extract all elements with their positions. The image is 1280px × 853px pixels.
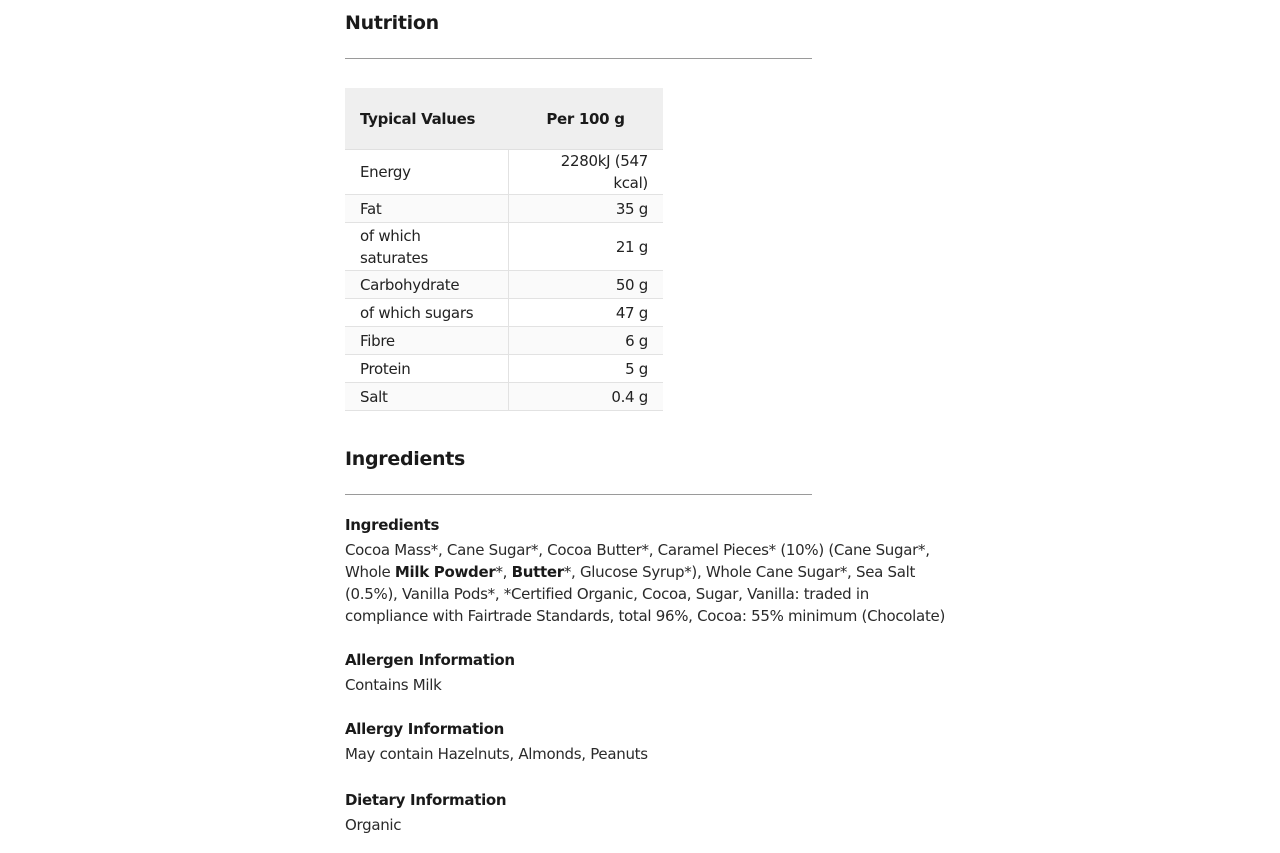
ingredients-text-part: *, — [495, 563, 512, 581]
ingredients-section-title: Ingredients — [345, 448, 466, 470]
allergen-information-text: Contains Milk — [345, 676, 442, 694]
dietary-information-heading: Dietary Information — [345, 791, 507, 809]
nutrient-label: Salt — [345, 383, 508, 411]
allergen-information-block — [345, 649, 945, 696]
nutrient-value: 21 g — [508, 223, 663, 271]
table-row — [345, 195, 663, 223]
table-row — [345, 327, 663, 355]
nutrient-label: Energy — [345, 150, 508, 195]
nutrient-value: 5 g — [508, 355, 663, 383]
nutrition-table — [345, 88, 663, 411]
nutrient-label: Protein — [345, 355, 508, 383]
nutrient-label: Fibre — [345, 327, 508, 355]
ingredients-block — [345, 514, 945, 627]
allergy-information-heading: Allergy Information — [345, 720, 505, 738]
per-100g-header: Per 100 g — [508, 88, 663, 150]
ingredients-divider — [345, 494, 812, 495]
nutrient-value: 2280kJ (547 kcal) — [508, 150, 663, 195]
table-row — [345, 150, 663, 195]
allergen-information-heading: Allergen Information — [345, 651, 515, 669]
ingredients-text-part: Cocoa Mass*, Cane Sugar*, Cocoa Butter*, Caramel Pieces* (10%) (Cane Sugar*, Whole — [345, 541, 930, 581]
nutrient-value: 35 g — [508, 195, 663, 223]
allergen-milk-powder: Milk Powder — [394, 563, 496, 581]
nutrition-table-header-row — [345, 88, 663, 150]
typical-values-header: Typical Values — [345, 88, 508, 150]
table-row — [345, 355, 663, 383]
nutrient-label: of which sugars — [345, 299, 508, 327]
ingredients-text-part: *, Glucose Syrup*), Whole Cane Sugar*, Sea Salt (0.5%), Vanilla Pods*, *Certified Organic, Cocoa, Sugar, Vanilla: traded in compliance with Fairtrade Standards, total 96%, Cocoa: 55% minimum (Chocolate) — [345, 563, 946, 625]
allergy-information-text: May contain Hazelnuts, Almonds, Peanuts — [345, 745, 648, 763]
dietary-information-text: Organic — [345, 816, 402, 834]
nutrient-label: of which saturates — [345, 223, 508, 271]
table-row — [345, 223, 663, 271]
nutrient-value: 6 g — [508, 327, 663, 355]
nutrition-section-title: Nutrition — [345, 12, 439, 34]
nutrient-value: 50 g — [508, 271, 663, 299]
nutrition-divider — [345, 58, 812, 59]
allergen-butter: Butter — [511, 563, 564, 581]
nutrient-value: 47 g — [508, 299, 663, 327]
nutrient-label: Fat — [345, 195, 508, 223]
ingredients-subheading: Ingredients — [345, 516, 440, 534]
allergy-information-block — [345, 718, 945, 765]
ingredients-text — [345, 539, 945, 627]
table-row — [345, 271, 663, 299]
nutrient-value: 0.4 g — [508, 383, 663, 411]
dietary-information-block — [345, 789, 945, 836]
nutrient-label: Carbohydrate — [345, 271, 508, 299]
table-row — [345, 299, 663, 327]
table-row — [345, 383, 663, 411]
